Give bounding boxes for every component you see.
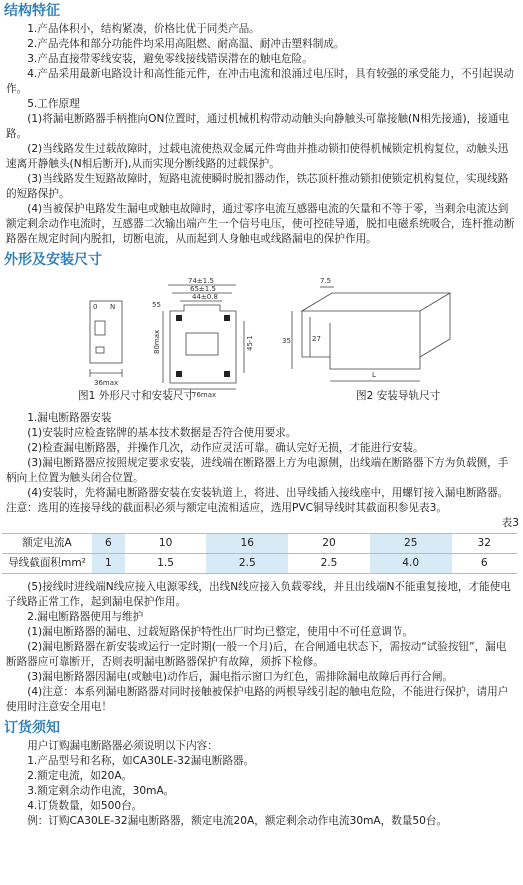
- wire-size-table: [2, 533, 517, 574]
- dim-76max: 76max: [192, 391, 217, 399]
- table-cell: 25: [370, 534, 452, 554]
- section-title-dimensions: 外形及安装尺寸: [4, 252, 102, 268]
- screw-mark: [176, 371, 182, 377]
- breaker-test-button: [96, 347, 104, 353]
- table-cell: 16: [206, 534, 288, 554]
- para: 3.产品直接带零线安装，避免零线接线错误潜在的触电危险。: [27, 53, 313, 65]
- para: 2.额定电流，如20A。: [27, 770, 133, 782]
- rail-top: [302, 293, 450, 311]
- table-head-current: 额定电流A: [2, 534, 92, 554]
- table-cell: 10: [125, 534, 207, 554]
- screw-mark: [224, 315, 230, 321]
- breaker-handle: [95, 321, 105, 335]
- table-head-area: 导线截面积mm²: [2, 554, 92, 574]
- para: 3.额定剩余动作电流，30mA。: [27, 785, 175, 797]
- para: 2.漏电断路器使用与维护: [27, 611, 144, 623]
- para: 4.订货数量，如500台。: [27, 800, 143, 812]
- dim-7-5: 7.5: [320, 277, 332, 285]
- table-cell: 6: [92, 534, 125, 554]
- screw-mark: [224, 371, 230, 377]
- para: 4.产品采用最新电路设计和高性能元件，在冲击电流和浪涌过电压时，具有较强的承受能力，不引起误动作。: [6, 68, 515, 95]
- para: (4)注意：本系列漏电断路器对同时接触被保护电路的两根导线引起的触电危险，不能进行保护，请用户使用时注意安全用电！: [6, 686, 509, 713]
- table-cell: 2.5: [288, 554, 370, 574]
- table-row: [2, 554, 517, 574]
- screw-mark: [176, 315, 182, 321]
- dim-l: L: [372, 371, 376, 379]
- para: (1)安装时应检查铭牌的基本技术数据是否符合使用要求。: [27, 427, 297, 439]
- section-title-ordering: 订货须知: [4, 720, 60, 736]
- dim-65: 65±1.5: [190, 285, 216, 293]
- para: (1)将漏电断路器手柄推向ON位置时，通过机械机构带动动触头向静触头可靠接触(N相先接通)，接通电路。: [6, 113, 509, 140]
- dim-74: 74±1.5: [188, 277, 214, 285]
- table-cell: 2.5: [206, 554, 288, 574]
- label-zero: 0: [93, 303, 98, 311]
- para: (5)接线时进线端N线应接入电源零线，出线N线应接入负载零线，并且出线端N不能重复接地，才能使电子线路正常工作，起到漏电保护作用。: [6, 581, 511, 608]
- rail-body: [302, 293, 450, 369]
- section-title-structure: 结构特征: [4, 3, 60, 19]
- table-label: 表3: [501, 517, 519, 529]
- figure2-caption: 图2 安装导轨尺寸: [356, 390, 441, 402]
- breaker-window: [186, 333, 218, 355]
- para: (1)漏电断路器的漏电、过载短路保护特性出厂时均已整定，使用中不可任意调节。: [27, 626, 413, 638]
- figures: [0, 271, 523, 411]
- figure1-caption: 图1 外形尺寸和安装尺寸: [78, 390, 195, 402]
- dim-44: 44±0.8: [192, 293, 218, 301]
- para: 1.产品体积小，结构紧凑，价格比优于同类产品。: [27, 23, 260, 35]
- table-row: [2, 534, 517, 554]
- dim-55: 55: [152, 301, 161, 309]
- table-cell: 6: [452, 554, 517, 574]
- table-cell: 1: [92, 554, 125, 574]
- para: (3)漏电断路器应按照规定要求安装，进线端在断路器上方为电源侧，出线端在断路器下方为负载侧，手柄向上位置为触头闭合位置。: [6, 457, 509, 484]
- table-cell: 4.0: [370, 554, 452, 574]
- para: 用户订购漏电断路器必须说明以下内容：: [27, 740, 218, 752]
- para: (2)当线路发生过载故障时，过载电流使热双金属元件弯曲并推动锁扣使得机械锁定机构复位，动触头迅速离开静触头(N相后断开),从而实现分断线路的过载保护。: [6, 143, 509, 170]
- para: 2.产品壳体和部分功能件均采用高阻燃、耐高温、耐冲击塑料制成。: [27, 38, 345, 50]
- para: 5.工作原理: [27, 98, 80, 110]
- para: (3)当线路发生短路故障时，短路电流使瞬时脱扣器动作，铁芯顶杆推动锁扣使锁定机构复位，实现线路的短路保护。: [6, 173, 509, 200]
- para: (4)安装时，先将漏电断路器安装在安装轨道上，将进、出导线插入接线座中，用螺钉接入漏电断路器。注意：选用的连接导线的截面积必须与额定电流相适应，选用PVC铜导线时其截面积参见表3。: [6, 487, 509, 514]
- para: (2)检查漏电断路器，并操作几次，动作应灵活可靠。确认完好无损，才能进行安装。: [27, 442, 424, 454]
- para: 1.产品型号和名称，如CA30LE-32漏电断路器。: [27, 755, 255, 767]
- para: (4)当被保护电路发生漏电或触电故障时，通过零序电流互感器电流的矢量和不等于零，当剩余电流达到额定剩余动作电流时，互感器二次输出端产生一个信号电压，使可控硅导通，脱扣电磁系统吸合，连杆推动断路器在规定时间内脱扣，切断电流，从而起到人身触电或线路漏电的保护作用。: [6, 203, 515, 245]
- table-cell: 20: [288, 534, 370, 554]
- para: 例：订购CA30LE-32漏电断路器，额定电流20A，额定剩余动作电流30mA，数量50台。: [27, 815, 448, 827]
- dim-45: 45-1: [246, 335, 254, 351]
- dim-27: 27: [312, 335, 321, 343]
- para: 1.漏电断路器安装: [27, 412, 112, 424]
- table-cell: 1.5: [125, 554, 207, 574]
- para: (2)漏电断路器在新安装或运行一定时期(一般一个月)后，在合闸通电状态下，需按动“试验按钮”，漏电断路器应可靠断开，否则表明漏电断路器保护有故障，须拆下检修。: [6, 641, 507, 668]
- label-n: N: [110, 303, 116, 311]
- dim-35: 35: [282, 337, 291, 345]
- table-cell: 32: [452, 534, 517, 554]
- para: (3)漏电断路器因漏电(或触电)动作后，漏电指示窗口为红色，需排除漏电故障后再行合闸。: [27, 671, 454, 683]
- dim-80max: 80max: [153, 329, 161, 354]
- dim-36max: 36max: [94, 379, 119, 387]
